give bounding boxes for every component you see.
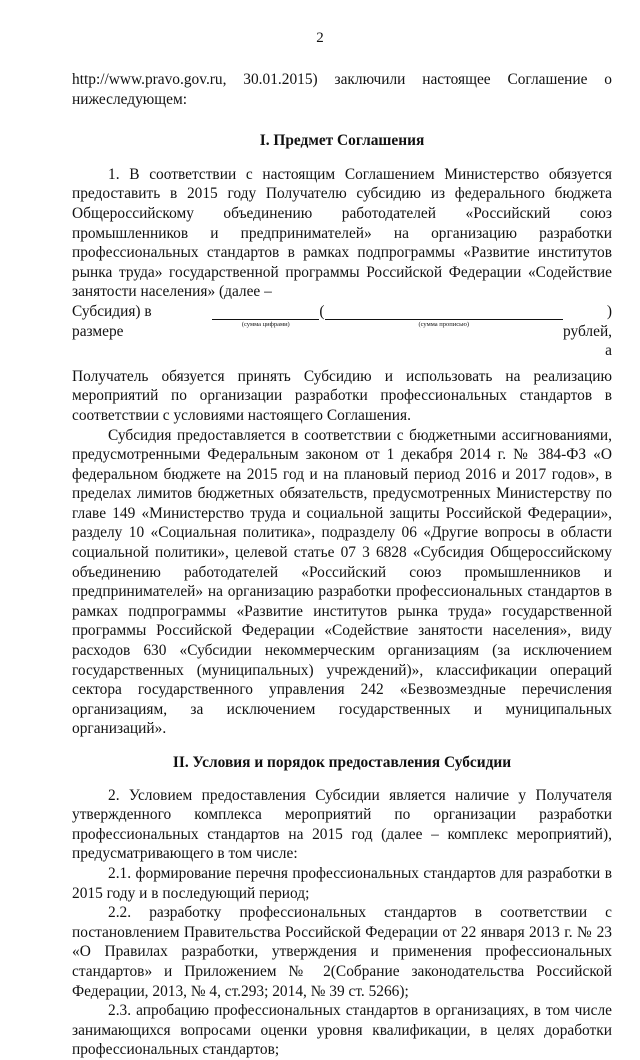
amount-suffix: ) рублей, а: [563, 302, 613, 360]
section-2-item-2-3: 2.3. апробацию профессиональных стандартов в организациях, в том числе занимающихся вопросами оценки уровня квалификации, в целях доработки профессиональных стандартов;: [72, 1002, 612, 1059]
amount-prefix: Субсидия) в размере: [72, 302, 152, 340]
section-1-heading: I. Предмет Соглашения: [259, 132, 425, 150]
page-number: 2: [316, 30, 324, 46]
amount-open-paren: (: [319, 302, 325, 320]
section-2-item-2-2: 2.2. разработку профессиональных стандартов в соответствии с постановлением Правительства Российской Федерации от 22 января 2013 г. № 23 «О Правилах разработки, утверждения и применения профессиональных стандартов» и Приложением № 2(Собрание законодательства Российской Федерации, 2013, № 4, ст.293; 2014, № 39 ст. 5266);: [72, 904, 612, 1000]
section-1-paragraph-2: Субсидия предоставляется в соответствии с бюджетными ассигнованиями, предусмотренными Федеральным законом от 1 декабря 2014 г. № 384-ФЗ «О федеральном бюджете на 2015 год и на плановый период 2016 и 2017 годов», в пределах лимитов бюджетных обязательств, предусмотренных Министерству по главе 149 «Министерство труда и социальной защиты Российской Федерации», разделу 10 «Социальная политика», подразделу 06 «Другие вопросы в области социальной политики», целевой статье 07 3 6828 «Субсидия Общероссийскому объединению работодателей «Российский союз промышленников и предпринимателей» на организацию разработки профессиональных стандартов в рамках подпрограммы «Развитие институтов рынка труда» государственной программы Российской Федерации «Содействие занятости населения», виду расходов 630 «Субсидии некоммерческим организациям (за исключением государственных (муниципальных) учреждений)», классификации операций сектора государственного управления 242 «Безвозмездные перечисления организациям, за исключением государственных и муниципальных организаций».: [72, 426, 612, 738]
section-2-paragraph-1: 2. Условием предоставления Субсидии является наличие у Получателя утвержденного комплекса мероприятий по организации разработки профессиональных стандартов на 2015 год (далее – комплекс мероприятий), предусматривающего в том числе:: [72, 786, 612, 863]
section-2-item-2-1: 2.1. формирование перечня профессиональных стандартов для разработки в 2015 году и в последующий период;: [72, 864, 612, 902]
section-1-paragraph-1: 1. В соответствии с настоящим Соглашением Министерство обязуется предоставить в 2015 году Получателю субсидию из федерального бюджета Общероссийскому объединению работодателей «Российский союз промышленников и предпринимателей» на организацию разработки профессиональных стандартов в рамках подпрограммы «Развитие институтов рынка труда» государственной программы Российской Федерации «Содействие занятости населения» (далее –: [72, 165, 612, 301]
document-body: [72, 70, 612, 1060]
amount-digits-blank: [212, 302, 319, 328]
caption-words: (сумма прописью): [418, 320, 470, 328]
amount-words-blank: [325, 302, 563, 328]
amount-line: [72, 302, 612, 361]
section-1-paragraph-1-continued: Получатель обязуется принять Субсидию и использовать на реализацию мероприятий по организации разработки профессиональных стандартов в соответствии с условиями настоящего Соглашения.: [72, 367, 612, 424]
intro-paragraph: http://www.pravo.gov.ru, 30.01.2015) заключили настоящее Соглашение о нижеследующем:: [72, 71, 612, 108]
caption-digits: (сумма цифрами): [241, 320, 290, 328]
section-2-heading: II. Условия и порядок предоставления Субсидии: [172, 754, 512, 771]
